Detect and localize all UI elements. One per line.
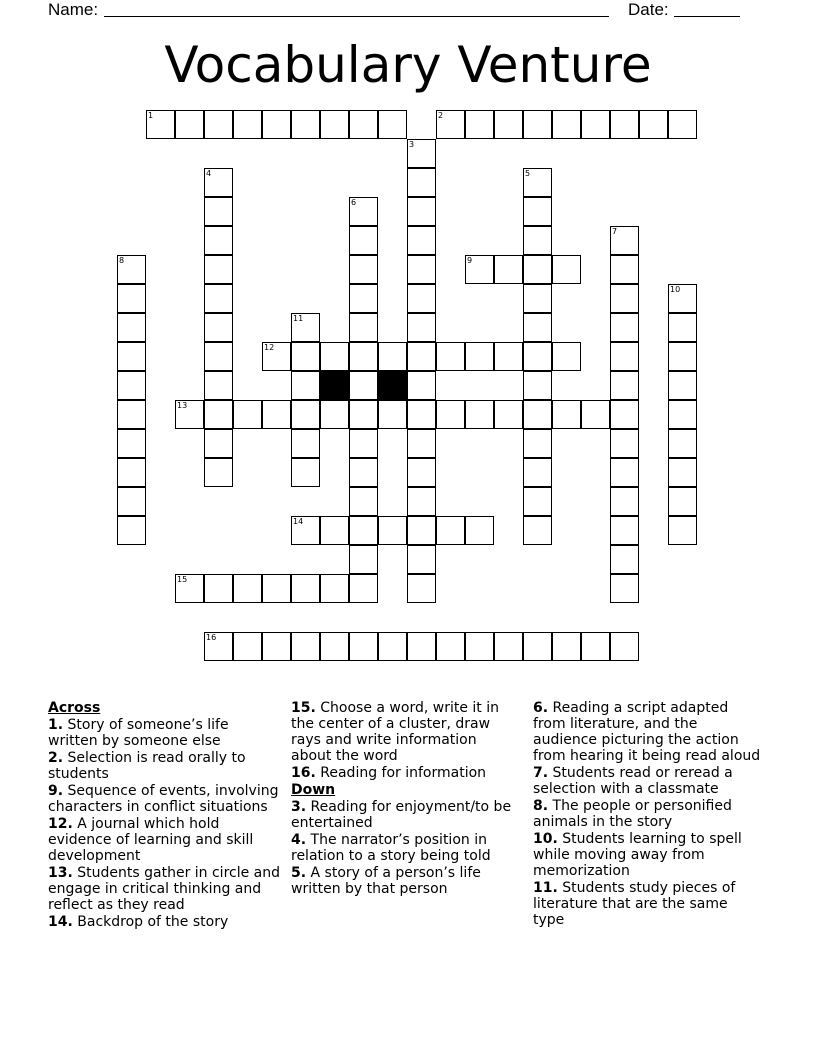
grid-cell[interactable] — [610, 487, 639, 516]
grid-cell[interactable] — [523, 516, 552, 545]
grid-cell[interactable] — [349, 516, 378, 545]
grid-cell[interactable] — [407, 632, 436, 661]
grid-cell[interactable] — [407, 400, 436, 429]
cell-number: 5 — [525, 169, 531, 178]
grid-cell[interactable] — [465, 400, 494, 429]
grid-cell[interactable] — [639, 110, 668, 139]
grid-cell[interactable] — [407, 574, 436, 603]
grid-cell[interactable] — [291, 458, 320, 487]
grid-cell[interactable] — [378, 110, 407, 139]
grid-cell[interactable] — [407, 371, 436, 400]
grid-cell[interactable] — [407, 545, 436, 574]
grid-cell[interactable] — [117, 400, 146, 429]
grid-cell[interactable] — [407, 429, 436, 458]
grid-cell[interactable] — [610, 226, 639, 255]
grid-cell[interactable] — [204, 458, 233, 487]
grid-cell[interactable] — [668, 313, 697, 342]
grid-cell[interactable] — [146, 110, 175, 139]
grid-cell[interactable] — [204, 429, 233, 458]
grid-cell[interactable] — [407, 226, 436, 255]
grid-cell[interactable] — [349, 313, 378, 342]
black-cell — [320, 371, 349, 400]
grid-cell[interactable] — [291, 371, 320, 400]
clue-down-3: 3. Reading for enjoyment/to be entertained — [291, 799, 512, 831]
grid-cell[interactable] — [610, 632, 639, 661]
cell-number: 8 — [119, 256, 125, 265]
clue-across-15: 15. Choose a word, write it in the center of a cluster, draw rays and write information about the word — [291, 700, 499, 764]
grid-cell[interactable] — [581, 632, 610, 661]
grid-cell[interactable] — [117, 458, 146, 487]
grid-cell[interactable] — [610, 516, 639, 545]
grid-cell[interactable] — [407, 284, 436, 313]
cell-number: 12 — [264, 343, 275, 352]
grid-cell[interactable] — [465, 342, 494, 371]
grid-cell[interactable] — [552, 342, 581, 371]
grid-cell[interactable] — [668, 458, 697, 487]
grid-cell[interactable] — [117, 371, 146, 400]
grid-cell[interactable] — [465, 632, 494, 661]
grid-cell[interactable] — [175, 110, 204, 139]
grid-cell[interactable] — [291, 632, 320, 661]
grid-cell[interactable] — [523, 110, 552, 139]
grid-cell[interactable] — [436, 516, 465, 545]
grid-cell[interactable] — [436, 342, 465, 371]
grid-cell[interactable] — [610, 255, 639, 284]
grid-cell[interactable] — [581, 110, 610, 139]
grid-cell[interactable] — [610, 574, 639, 603]
grid-cell[interactable] — [552, 255, 581, 284]
grid-cell[interactable] — [117, 429, 146, 458]
grid-cell[interactable] — [494, 342, 523, 371]
cell-number: 16 — [206, 633, 217, 642]
grid-cell[interactable] — [610, 429, 639, 458]
grid-cell[interactable] — [407, 168, 436, 197]
grid-cell[interactable] — [407, 197, 436, 226]
grid-cell[interactable] — [349, 400, 378, 429]
grid-cell[interactable] — [610, 545, 639, 574]
grid-cell[interactable] — [204, 255, 233, 284]
grid-cell[interactable] — [204, 313, 233, 342]
clue-across-16: 16. Reading for information — [291, 765, 487, 781]
grid-cell[interactable] — [204, 371, 233, 400]
grid-cell[interactable] — [349, 545, 378, 574]
grid-cell[interactable] — [465, 110, 494, 139]
grid-cell[interactable] — [610, 110, 639, 139]
grid-cell[interactable] — [349, 226, 378, 255]
grid-cell[interactable] — [523, 168, 552, 197]
cell-number: 11 — [293, 314, 304, 323]
grid-cell[interactable] — [523, 458, 552, 487]
clue-across-14: 14. Backdrop of the story — [48, 914, 229, 930]
grid-cell[interactable] — [204, 284, 233, 313]
grid-cell[interactable] — [378, 516, 407, 545]
date-label: Date: — [628, 0, 669, 19]
clue-down-11: 11. Students study pieces of literature that are the same type — [533, 880, 736, 928]
grid-cell[interactable] — [407, 458, 436, 487]
grid-cell[interactable] — [320, 516, 349, 545]
grid-cell[interactable] — [610, 400, 639, 429]
grid-cell[interactable] — [291, 400, 320, 429]
grid-cell[interactable] — [204, 168, 233, 197]
grid-cell[interactable] — [233, 110, 262, 139]
grid-cell[interactable] — [349, 371, 378, 400]
cell-number: 6 — [351, 198, 357, 207]
grid-cell[interactable] — [204, 342, 233, 371]
clue-across-2: 2. Selection is read orally to students — [48, 750, 246, 782]
clue-across-9: 9. Sequence of events, involving characters in conflict situations — [48, 783, 279, 815]
grid-cell[interactable] — [175, 574, 204, 603]
grid-cell[interactable] — [291, 313, 320, 342]
grid-cell[interactable] — [668, 342, 697, 371]
clues-column-1 — [48, 700, 280, 931]
clues-column-2 — [291, 700, 521, 898]
grid-cell[interactable] — [349, 255, 378, 284]
cell-number: 3 — [409, 140, 415, 149]
grid-cell[interactable] — [233, 400, 262, 429]
grid-cell[interactable] — [117, 487, 146, 516]
grid-cell[interactable] — [523, 226, 552, 255]
clue-down-10: 10. Students learning to spell while moving away from memorization — [533, 831, 742, 879]
grid-cell[interactable] — [378, 632, 407, 661]
grid-cell[interactable] — [436, 400, 465, 429]
page-title: Vocabulary Venture — [164, 36, 652, 94]
grid-cell[interactable] — [436, 632, 465, 661]
grid-cell[interactable] — [610, 458, 639, 487]
grid-cell[interactable] — [523, 313, 552, 342]
clue-down-5: 5. A story of a person’s life written by that person — [291, 865, 481, 897]
cell-number: 14 — [293, 517, 304, 526]
grid-cell[interactable] — [668, 516, 697, 545]
grid-cell[interactable] — [262, 400, 291, 429]
grid-cell[interactable] — [204, 226, 233, 255]
grid-cell[interactable] — [523, 632, 552, 661]
cell-number: 2 — [438, 111, 444, 120]
grid-cell[interactable] — [668, 487, 697, 516]
grid-cell[interactable] — [581, 400, 610, 429]
clue-down-7: 7. Students read or reread a selection with a classmate — [533, 765, 733, 797]
grid-cell[interactable] — [407, 313, 436, 342]
grid-cell[interactable] — [523, 400, 552, 429]
grid-cell[interactable] — [523, 429, 552, 458]
grid-cell[interactable] — [117, 516, 146, 545]
grid-cell[interactable] — [204, 632, 233, 661]
cell-number: 15 — [177, 575, 188, 584]
clue-down-6: 6. Reading a script adapted from literature, and the audience picturing the action from hearing it being read aloud — [533, 700, 761, 764]
grid-cell[interactable] — [523, 197, 552, 226]
grid-cell[interactable] — [320, 574, 349, 603]
grid-cell[interactable] — [523, 255, 552, 284]
cell-number: 13 — [177, 401, 188, 410]
grid-cell[interactable] — [668, 284, 697, 313]
grid-cell[interactable] — [610, 371, 639, 400]
grid-cell[interactable] — [233, 632, 262, 661]
grid-cell[interactable] — [349, 342, 378, 371]
clue-across-12: 12. A journal which hold evidence of learning and skill development — [48, 816, 254, 864]
down-heading: Down — [291, 782, 336, 798]
grid-cell[interactable] — [610, 342, 639, 371]
grid-cell[interactable] — [320, 110, 349, 139]
grid-cell[interactable] — [291, 110, 320, 139]
grid-cell[interactable] — [610, 284, 639, 313]
grid-cell[interactable] — [668, 371, 697, 400]
grid-cell[interactable] — [523, 284, 552, 313]
grid-cell[interactable] — [494, 400, 523, 429]
grid-cell[interactable] — [175, 400, 204, 429]
grid-cell[interactable] — [552, 400, 581, 429]
grid-cell[interactable] — [349, 110, 378, 139]
grid-cell[interactable] — [262, 632, 291, 661]
cell-number: 4 — [206, 169, 212, 178]
grid-cell[interactable] — [291, 342, 320, 371]
cell-number: 1 — [148, 111, 154, 120]
clue-down-8: 8. The people or personified animals in the story — [533, 798, 732, 830]
clue-across-1: 1. Story of someone’s life written by someone else — [48, 717, 229, 749]
grid-cell[interactable] — [552, 632, 581, 661]
grid-cell[interactable] — [407, 487, 436, 516]
grid-cell[interactable] — [320, 400, 349, 429]
grid-cell[interactable] — [436, 110, 465, 139]
grid-cell[interactable] — [668, 400, 697, 429]
grid-cell[interactable] — [668, 110, 697, 139]
grid-cell[interactable] — [610, 313, 639, 342]
grid-cell[interactable] — [117, 284, 146, 313]
black-cell — [378, 371, 407, 400]
cell-number: 9 — [467, 256, 473, 265]
name-label: Name: — [48, 0, 99, 19]
grid-cell[interactable] — [349, 632, 378, 661]
grid-cell[interactable] — [117, 255, 146, 284]
grid-cell[interactable] — [465, 255, 494, 284]
grid-cell[interactable] — [349, 487, 378, 516]
grid-cell[interactable] — [204, 110, 233, 139]
grid-cell[interactable] — [523, 487, 552, 516]
clues-column-3 — [533, 700, 763, 929]
grid-cell[interactable] — [117, 342, 146, 371]
grid-cell[interactable] — [378, 400, 407, 429]
grid-cell[interactable] — [494, 255, 523, 284]
grid-cell[interactable] — [233, 574, 262, 603]
grid-cell[interactable] — [494, 632, 523, 661]
grid-cell[interactable] — [407, 516, 436, 545]
across-heading: Across — [48, 700, 101, 716]
cell-number: 7 — [612, 227, 618, 236]
grid-cell[interactable] — [291, 429, 320, 458]
grid-cell[interactable] — [320, 632, 349, 661]
grid-cell[interactable] — [349, 458, 378, 487]
grid-cell[interactable] — [204, 400, 233, 429]
grid-cell[interactable] — [349, 429, 378, 458]
grid-cell[interactable] — [291, 516, 320, 545]
grid-cell[interactable] — [407, 342, 436, 371]
grid-cell[interactable] — [407, 139, 436, 168]
grid-cell[interactable] — [465, 516, 494, 545]
grid-cell[interactable] — [407, 255, 436, 284]
grid-cell[interactable] — [204, 197, 233, 226]
cell-number: 10 — [670, 285, 681, 294]
grid-cell[interactable] — [552, 110, 581, 139]
grid-cell[interactable] — [523, 371, 552, 400]
grid-cell[interactable] — [378, 342, 407, 371]
grid-cell[interactable] — [262, 110, 291, 139]
grid-cell[interactable] — [349, 197, 378, 226]
grid-cell[interactable] — [349, 284, 378, 313]
clue-across-13: 13. Students gather in circle and engage in critical thinking and reflect as they read — [48, 865, 281, 913]
grid-cell[interactable] — [523, 342, 552, 371]
grid-cell[interactable] — [262, 342, 291, 371]
grid-cell[interactable] — [291, 574, 320, 603]
grid-cell[interactable] — [320, 342, 349, 371]
grid-cell[interactable] — [117, 313, 146, 342]
grid-cell[interactable] — [668, 429, 697, 458]
grid-cell[interactable] — [262, 574, 291, 603]
grid-cell[interactable] — [204, 574, 233, 603]
grid-cell[interactable] — [494, 110, 523, 139]
grid-cell[interactable] — [349, 574, 378, 603]
clue-down-4: 4. The narrator’s position in relation to a story being told — [291, 832, 491, 864]
